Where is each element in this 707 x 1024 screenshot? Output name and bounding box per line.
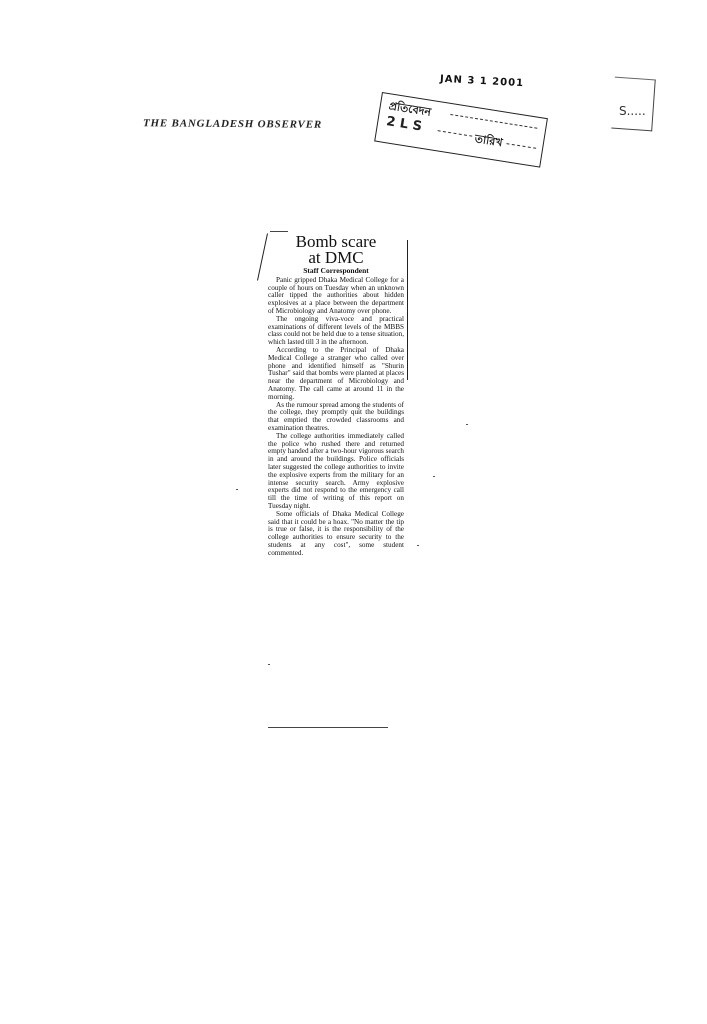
article-byline: Staff Correspondent xyxy=(303,266,369,275)
corner-mark: S..... xyxy=(619,104,646,118)
cut-mark-left xyxy=(257,233,268,280)
article-paragraph: Some officials of Dhaka Medical College said that it could be a hoax. "No matter the tip is true or false, it is the responsibility of the college authorities to ensure security to the students at any cost", some student commented. xyxy=(268,509,404,557)
underline-mark xyxy=(268,727,388,728)
stamp-label-2: তারিখ xyxy=(473,132,504,150)
stamp-date: JAN 3 1 2001 xyxy=(439,73,525,90)
newspaper-masthead: THE BANGLADESH OBSERVER xyxy=(142,117,323,131)
stamp-label-1: প্রতিবেদন xyxy=(387,99,432,119)
article-paragraph: Panic gripped Dhaka Medical College for a couple of hours on Tuesday when an unknown caller tipped the authorities about hidden explosives at a place between the department of Microbiology and Anatomy over phone. xyxy=(268,275,404,315)
article-paragraph: The college authorities immediately called the police who rushed there and returned empty handed after a two-hour vigorous search in and around the buildings. Police officials later suggested the college authorities to invite the explosive experts from the military for an intense security search. Army explosive experts did not respond to the emergency call till the time of writing of this report on Tuesday night. xyxy=(268,431,404,510)
headline-line-2: at DMC xyxy=(308,248,364,267)
headline-line-1: Bomb scare xyxy=(295,232,377,251)
stamp-number: 2 L S xyxy=(385,114,423,135)
article-headline xyxy=(268,234,404,266)
received-stamp xyxy=(374,92,548,168)
article-paragraph: According to the Principal of Dhaka Medical College a stranger who called over phone and identified himself as "Shurin Tushar" said that bombs were planted at places near the department of Microbiology and Anatomy. The call came at around 11 in the morning. xyxy=(268,345,404,401)
cut-mark-right xyxy=(407,240,408,380)
article-paragraph: As the rumour spread among the students of the college, they promptly quit the buildings that emptied the crowded classrooms and examination theatres. xyxy=(268,400,404,432)
news-clipping xyxy=(268,230,404,557)
article-paragraph: The ongoing viva-voce and practical examinations of different levels of the MBBS class could not be held due to a tense situation, which lasted till 3 in the afternoon. xyxy=(268,314,404,347)
